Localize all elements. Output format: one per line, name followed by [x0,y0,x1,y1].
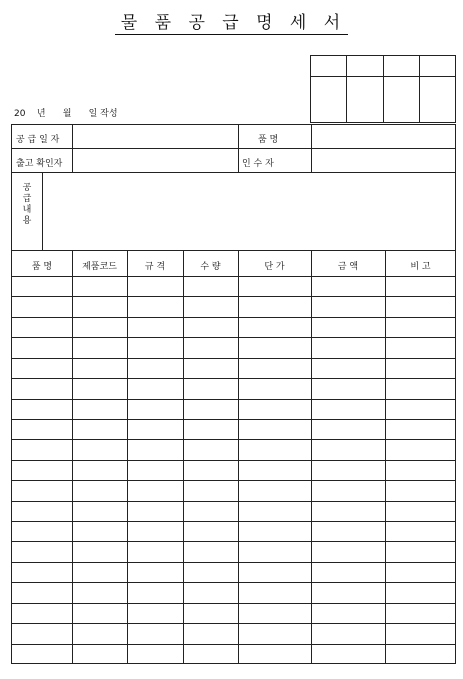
column-header: 금 액 [337,262,359,272]
header-row-divider [12,148,455,149]
info-value-divider [311,125,312,172]
content-bottom-divider [12,250,455,251]
approval-sign-cell [347,77,383,123]
table-row [12,623,455,624]
approval-sign-cell [419,77,455,123]
approval-header-cell [383,56,419,77]
approval-header-cell [419,56,455,77]
receiver-label: 인 수 자 [242,159,274,169]
column-header: 단 가 [264,262,285,272]
column-header: 규 격 [144,262,166,272]
approval-sign-cell [311,77,347,123]
form-frame [11,124,456,664]
approval-stamp-box [310,55,456,123]
table-row [12,296,455,297]
approval-header-cell [311,56,347,77]
content-label-divider [42,172,43,250]
column-divider [385,250,386,664]
column-header: 품 명 [31,262,53,272]
table-row [12,378,455,379]
table-row [12,337,455,338]
supply-content-label: 공급내용 [22,183,32,226]
column-header: 수 량 [200,262,221,272]
column-header: 제품코드 [82,262,117,272]
column-divider [127,250,128,664]
info-label-divider [72,125,73,172]
supply-date-label: 공 급 일 자 [16,135,60,145]
table-row [12,439,455,440]
table-row [12,419,455,420]
table-row [12,562,455,563]
table-row [12,460,455,461]
table-row [12,501,455,502]
column-divider [238,250,239,664]
table-row [12,358,455,359]
table-row [12,480,455,481]
column-divider [311,250,312,664]
table-row [12,644,455,645]
column-divider [72,250,73,664]
info-mid-divider [238,125,239,172]
document-title: 물 품 공 급 명 세 서 [0,13,463,35]
table-row [12,582,455,583]
date-line: 20 년 월 일 작성 [14,109,118,119]
table-row [12,521,455,522]
approval-sign-cell [383,77,419,123]
approval-header-cell [347,56,383,77]
table-row [12,541,455,542]
table-row [12,399,455,400]
column-header: 비 고 [410,262,431,272]
table-row [12,317,455,318]
table-row [12,603,455,604]
item-name-label: 품 명 [258,135,279,145]
column-divider [183,250,184,664]
header-row-divider [12,172,455,173]
release-confirmer-label: 출고 확인자 [16,159,63,169]
column-header-divider [12,276,455,277]
